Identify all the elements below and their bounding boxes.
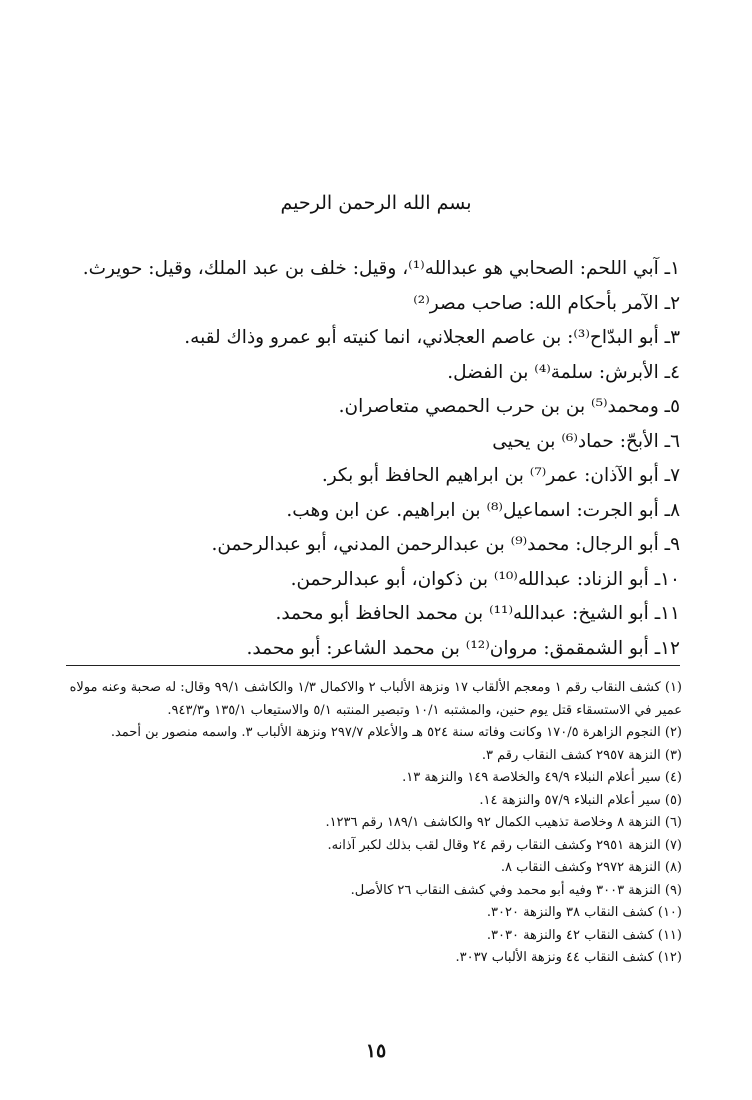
- entry-item: ٧ـ أبو الآذان: عمر⁽⁷⁾ بن ابراهيم الحافظ أبو بكر.: [321, 465, 680, 486]
- footnote-item: (٩) النزهة ٣٠٠٣ وفيه أبو محمد وفي كشف النقاب ٢٦ كالأصل.: [350, 882, 682, 898]
- entry-item: ١٢ـ أبو الشمقمق: مروان⁽¹²⁾ بن محمد الشاعر: أبو محمد.: [246, 637, 680, 659]
- entry-item: ٩ـ أبو الرجال: محمد⁽⁹⁾ بن عبدالرحمن المدني، أبو عبدالرحمن.: [211, 534, 680, 555]
- entry-item: ٨ـ أبو الجرت: اسماعيل⁽⁸⁾ بن ابراهيم. عن ابن وهب.: [286, 499, 680, 521]
- entry-item: ٢ـ الآمر بأحكام الله: صاحب مصر⁽²⁾: [413, 292, 680, 314]
- footnote-list: [64, 677, 682, 970]
- entry-list: [70, 252, 680, 666]
- footnote-item: (١٢) كشف النقاب ٤٤ ونزهة الألباب ٣٠٣٧.: [455, 950, 682, 965]
- entry-item: ١ـ آبي اللحم: الصحابي هو عبدالله⁽¹⁾، وقيل: خلف بن عبد الملك، وقيل: حويرث.: [82, 258, 680, 279]
- footnote-item: (١٠) كشف النقاب ٣٨ والنزهة ٣٠٢٠.: [486, 905, 682, 920]
- footnote-item: (٧) النزهة ٢٩٥١ وكشف النقاب رقم ٢٤ وقال لقب بذلك لكبر آذانه.: [327, 837, 682, 853]
- entry-item: ١٠ـ أبو الزناد: عبدالله⁽¹⁰⁾ بن ذكوان، أبو عبدالرحمن.: [290, 568, 680, 590]
- footnote-item: (٢) النجوم الزاهرة ١٧٠/٥ وكانت وفاته سنة ٥٢٤ هـ والأعلام ٢٩٧/٧ ونزهة الألباب ٣. واسمه منصور بن أحمد.: [110, 725, 682, 740]
- page-number: ١٥: [365, 1040, 387, 1062]
- entry-item: ٣ـ أبو البدّاح⁽³⁾: بن عاصم العجلاني، انما كنيته أبو عمرو وذاك لقبه.: [184, 327, 680, 348]
- footnote-item: (٥) سير أعلام النبلاء ٥٧/٩ والنزهة ١٤.: [479, 792, 682, 808]
- footnote-item: (٦) النزهة ٨ وخلاصة تذهيب الكمال ٩٢ والكاشف ١٨٩/١ رقم ١٢٣٦.: [325, 815, 682, 830]
- footnote-item: (١١) كشف النقاب ٤٢ والنزهة ٣٠٣٠.: [486, 927, 682, 943]
- footnote-item: (٣) النزهة ٢٩٥٧ كشف النقاب رقم ٣.: [481, 747, 682, 763]
- entry-item: ٦ـ الأبحّ: حماد⁽⁶⁾ بن يحيى: [492, 430, 680, 452]
- footnote-item: (١) كشف النقاب رقم ١ ومعجم الألقاب ١٧ ونزهة الألباب ٢ والاكمال ١/٣ والكاشف ٩٩/١ وقال: له صحبة وعنه مولاه عمير في الاستسقاء قتل يوم حنين، والمشتبه ١٠/١ وتبصير المنتبه ٥/١ والاستيعاب ١٣٥/١ و٩٤٣/٣.: [69, 680, 682, 718]
- basmala-heading: بسم الله الرحمن الرحيم: [280, 192, 472, 214]
- entry-item: ٤ـ الأبرش: سلمة⁽⁴⁾ بن الفضل.: [447, 361, 680, 383]
- footnote-divider: [66, 665, 680, 666]
- entry-item: ١١ـ أبو الشيخ: عبدالله⁽¹¹⁾ بن محمد الحافظ أبو محمد.: [275, 603, 680, 624]
- entry-item: ٥ـ ومحمد⁽⁵⁾ بن بن حرب الحمصي متعاصران.: [338, 396, 680, 417]
- footnote-item: (٤) سير أعلام النبلاء ٤٩/٩ والخلاصة ١٤٩ والنزهة ١٣.: [402, 770, 682, 785]
- footnote-item: (٨) النزهة ٢٩٧٢ وكشف النقاب ٨.: [500, 860, 682, 875]
